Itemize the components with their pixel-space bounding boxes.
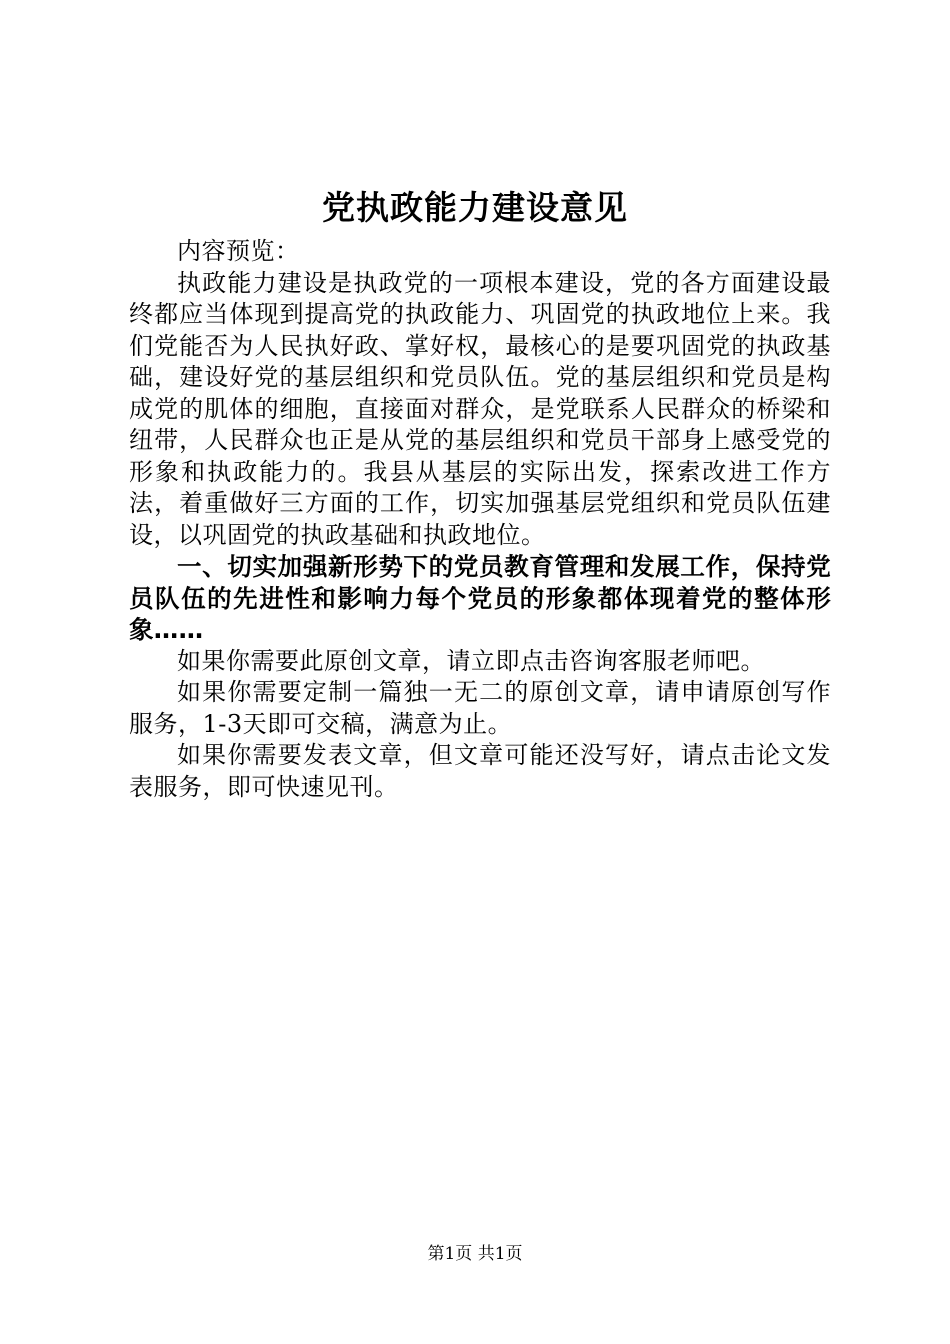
section-heading: 一、切实加强新形势下的党员教育管理和发展工作，保持党员队伍的先进性和影响力每个党员的形象都体现着党的整体形象…… bbox=[129, 552, 831, 644]
document-title: 党执政能力建设意见 bbox=[322, 188, 628, 227]
notice-consult: 如果你需要此原创文章，请立即点击咨询客服老师吧。 bbox=[177, 646, 765, 675]
document-body bbox=[129, 236, 831, 803]
page-footer: 第1页 共1页 bbox=[427, 1244, 523, 1264]
notice-publish: 如果你需要发表文章，但文章可能还没写好，请点击论文发表服务，即可快速见刊。 bbox=[129, 741, 831, 801]
intro-paragraph: 执政能力建设是执政党的一项根本建设，党的各方面建设最终都应当体现到提高党的执政能力、巩固党的执政地位上来。我们党能否为人民执好政、掌好权，最核心的是要巩固党的执政基础，建设好党的基层组织和党员队伍。党的基层组织和党员是构成党的肌体的细胞，直接面对群众，是党联系人民群众的桥梁和纽带，人民群众也正是从党的基层组织和党员干部身上感受党的形象和执政能力的。我县从基层的实际出发，探索改进工作方法，着重做好三方面的工作，切实加强基层党组织和党员队伍建设，以巩固党的执政基础和执政地位。 bbox=[129, 268, 831, 549]
preview-label: 内容预览： bbox=[177, 237, 300, 265]
notice-custom: 如果你需要定制一篇独一无二的原创文章，请申请原创写作服务，1-3天即可交稿，满意为止。 bbox=[129, 678, 831, 738]
